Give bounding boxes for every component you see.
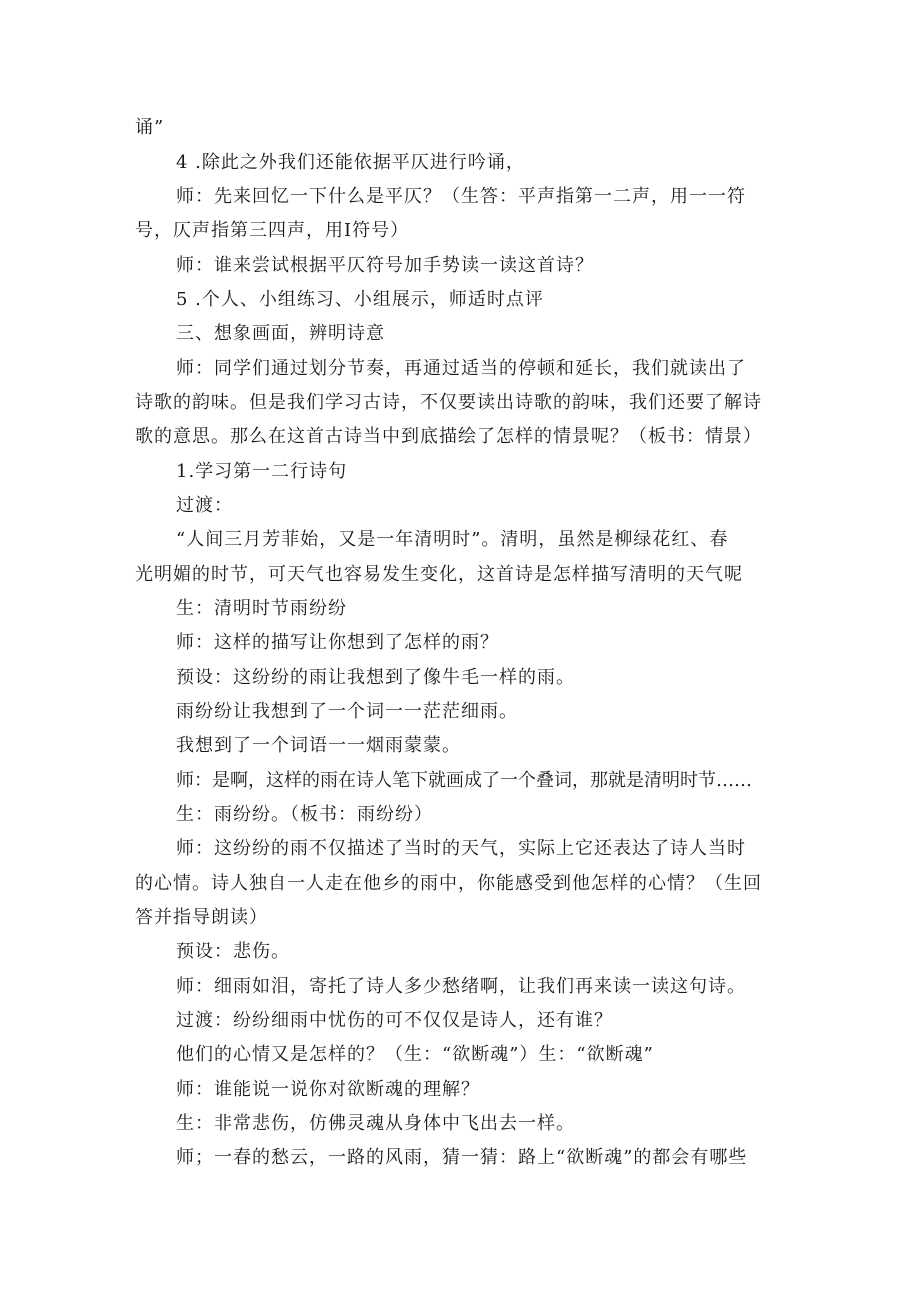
text-line: 号，仄声指第三四声，用Ⅰ符号） <box>135 220 410 241</box>
text-line: 他们的心情又是怎样的？（生：“欲断魂”）生：“欲断魂” <box>176 1044 654 1065</box>
list-item: 5 .个人、小组练习、小组展示，师适时点评 <box>176 289 544 310</box>
text-line: 预设：这纷纷的雨让我想到了像牛毛一样的雨。 <box>176 667 575 688</box>
subsection-heading: 1.学习第一二行诗句 <box>176 461 348 482</box>
text-line: 师：这样的描写让你想到了怎样的雨？ <box>176 632 499 653</box>
text-line: 师：先来回忆一下什么是平仄？（生答：平声指第一二声，用一一符 <box>176 186 746 207</box>
text-line: 答并指导朗读） <box>135 907 268 928</box>
text-line: 师：细雨如泪，寄托了诗人多少愁绪啊，让我们再来读一读这句诗。 <box>176 976 746 997</box>
text-line: 师：同学们通过划分节奏，再通过适当的停顿和延长，我们就读出了 <box>176 358 746 379</box>
text-line: 诵” <box>135 117 165 138</box>
text-line: 师：是啊，这样的雨在诗人笔下就画成了一个叠词，那就是清明时节…… <box>176 770 752 791</box>
text-line: 师：这纷纷的雨不仅描述了当时的天气，实际上它还表达了诗人当时 <box>176 838 746 859</box>
text-line: 预设：悲伤。 <box>176 941 290 962</box>
text-line: “人间三月芳菲始，又是一年清明时”。清明，虽然是柳绿花红、春 <box>176 529 729 550</box>
text-line: 歌的意思。那么在这首古诗当中到底描绘了怎样的情景呢？（板书：情景） <box>135 426 762 447</box>
text-line: 生：清明时节雨纷纷 <box>176 598 347 619</box>
text-line: 师；一春的愁云，一路的风雨，猜一猜：路上“欲断魂”的都会有哪些 <box>176 1147 748 1168</box>
text-line: 生：非常悲伤，仿佛灵魂从身体中飞出去一样。 <box>176 1113 575 1134</box>
text-line: 光明媚的时节，可天气也容易发生变化，这首诗是怎样描写清明的天气呢 <box>135 564 743 585</box>
text-line: 诗歌的韵味。但是我们学习古诗，不仅要读出诗歌的韵味，我们还要了解诗 <box>135 392 762 413</box>
text-line: 的心情。诗人独自一人走在他乡的雨中，你能感受到他怎样的心情？（生回 <box>135 873 762 894</box>
text-line: 师：谁能说一说你对欲断魂的理解？ <box>176 1079 480 1100</box>
text-line: 师：谁来尝试根据平仄符号加手势读一读这首诗？ <box>176 255 594 276</box>
text-line: 雨纷纷让我想到了一个词一一茫茫细雨。 <box>176 701 518 722</box>
text-line: 过渡： <box>176 495 233 516</box>
text-line: 过渡：纷纷细雨中忧伤的可不仅仅是诗人，还有谁？ <box>176 1010 613 1031</box>
list-item: 4 .除此之外我们还能依据平仄进行吟诵， <box>176 152 525 173</box>
text-line: 我想到了一个词语一一烟雨蒙蒙。 <box>176 735 461 756</box>
section-heading: 三、想象画面，辨明诗意 <box>176 323 385 344</box>
text-line: 生：雨纷纷。（板书：雨纷纷） <box>176 804 433 825</box>
